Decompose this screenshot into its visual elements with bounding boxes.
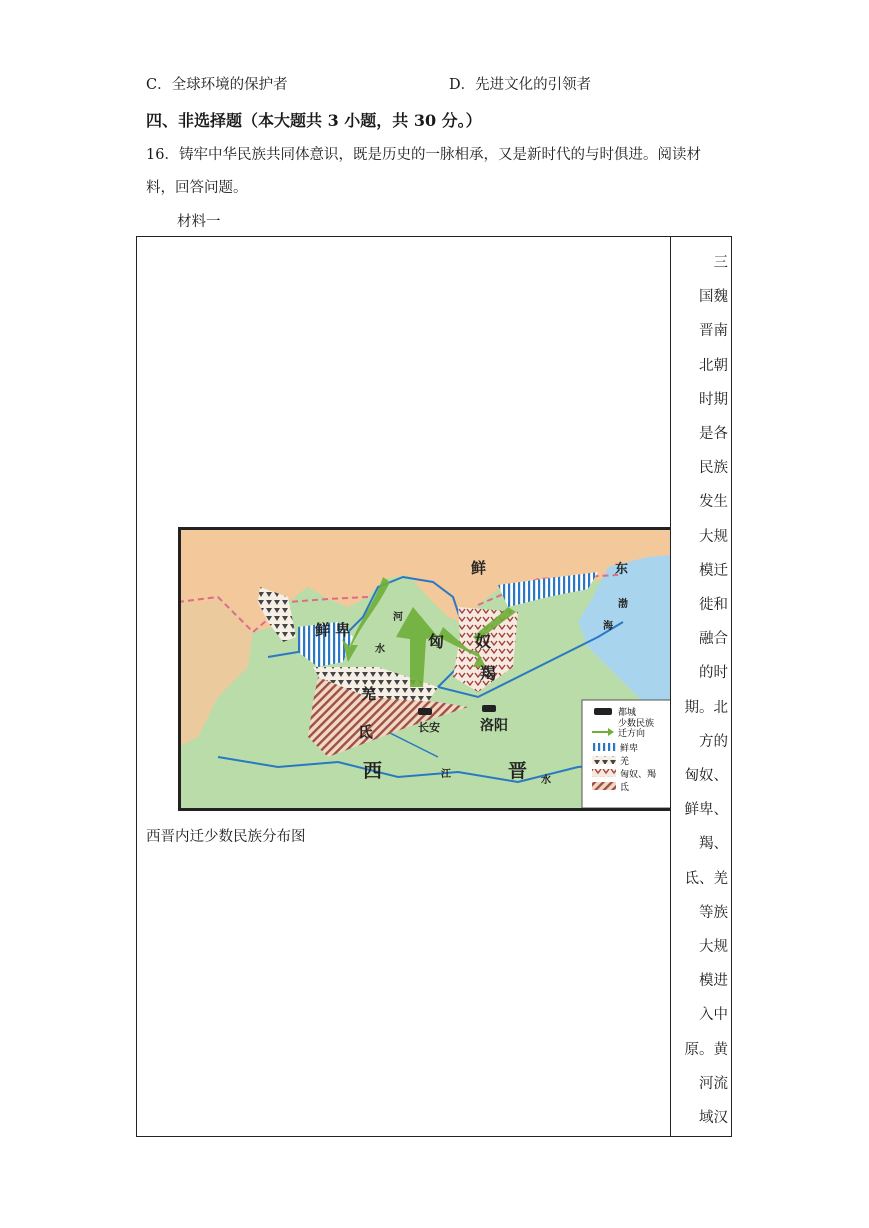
section-heading: 四、非选择题（本大题共 3 小题，共 30 分。） xyxy=(146,111,482,130)
label-luoyang: 洛阳 xyxy=(480,718,508,734)
side-text-line: 羯、 xyxy=(699,836,728,853)
side-text-line: 时期 xyxy=(699,391,728,408)
label-bo: 渤 xyxy=(618,599,628,610)
capital-icon-luoyang xyxy=(482,705,496,712)
legend-capital: 都城 xyxy=(618,708,637,718)
label-jin: 晋 xyxy=(508,760,528,782)
legend-di: 氐 xyxy=(620,783,630,793)
map-svg xyxy=(178,527,670,811)
side-text-line: 方的 xyxy=(699,733,728,750)
option-c: C．全球环境的保护者 xyxy=(146,77,288,93)
side-text-line: 等族 xyxy=(699,904,728,921)
label-di: 氐 xyxy=(358,723,374,741)
side-text-line: 河流 xyxy=(699,1075,728,1092)
legend-migration: 少数民族 xyxy=(618,719,655,729)
legend-xianbei: 鲜卑 xyxy=(620,744,639,754)
label-dong: 东 xyxy=(615,562,629,577)
label-qiang: 羌 xyxy=(361,685,377,703)
option-d: D．先进文化的引领者 xyxy=(449,77,592,93)
table-divider xyxy=(670,236,671,1137)
question-line-2: 料，回答问题。 xyxy=(146,180,248,196)
question-line-1: 16．铸牢中华民族共同体意识，既是历史的一脉相承，又是新时代的与时俱进。阅读材 xyxy=(146,147,701,163)
map-legend xyxy=(582,700,670,808)
side-text-line: 入中 xyxy=(699,1007,728,1024)
label-jiang: 江 xyxy=(441,769,451,780)
map-caption: 西晋内迁少数民族分布图 xyxy=(146,829,306,845)
label-hai: 海 xyxy=(603,621,613,632)
side-text-line: 鲜卑、 xyxy=(684,802,728,819)
label-changan: 长安 xyxy=(418,721,440,734)
side-text-line: 是各 xyxy=(699,426,728,443)
legend-xiongnu-jie: 匈奴、羯 xyxy=(620,770,657,780)
label-jie: 羯 xyxy=(480,664,497,683)
side-text-line: 三 xyxy=(713,255,728,271)
label-nu: 奴 xyxy=(475,632,492,651)
label-xiong: 匈 xyxy=(428,632,445,651)
label-shui2: 水 xyxy=(541,775,551,786)
side-text-line: 民族 xyxy=(699,460,728,477)
side-text-line: 原。黄 xyxy=(684,1041,728,1058)
legend-qiang: 羌 xyxy=(620,757,630,767)
side-text-line: 国魏 xyxy=(699,289,728,306)
side-text-line: 匈奴、 xyxy=(684,768,728,785)
label-xianbei-top: 鲜 xyxy=(471,559,487,577)
label-xianbei-left: 鲜 卑 xyxy=(315,621,351,639)
side-text-line: 域汉 xyxy=(699,1110,728,1127)
legend-migration-2: 迁方向 xyxy=(618,729,646,739)
side-text-line: 大规 xyxy=(699,528,728,545)
side-text-line: 徙和 xyxy=(699,597,728,614)
label-xi: 西 xyxy=(363,760,383,782)
side-text-line: 北朝 xyxy=(699,357,728,374)
side-text-line: 融合 xyxy=(699,631,728,648)
side-text-line: 模迁 xyxy=(699,562,728,579)
label-river-shui: 水 xyxy=(375,644,385,655)
side-text-line: 氐、羌 xyxy=(684,870,728,887)
side-text-line: 大规 xyxy=(699,939,728,956)
side-text-column xyxy=(676,246,728,1135)
side-text-line: 模进 xyxy=(699,973,728,990)
capital-icon-changan xyxy=(418,708,432,715)
map-figure xyxy=(178,527,670,811)
side-text-line: 的时 xyxy=(699,665,728,682)
label-river-he: 河 xyxy=(393,612,403,623)
side-text-line: 发生 xyxy=(699,494,728,511)
side-text-line: 期。北 xyxy=(684,699,728,716)
material-label: 材料一 xyxy=(177,214,221,230)
side-text-line: 晋南 xyxy=(699,323,728,340)
